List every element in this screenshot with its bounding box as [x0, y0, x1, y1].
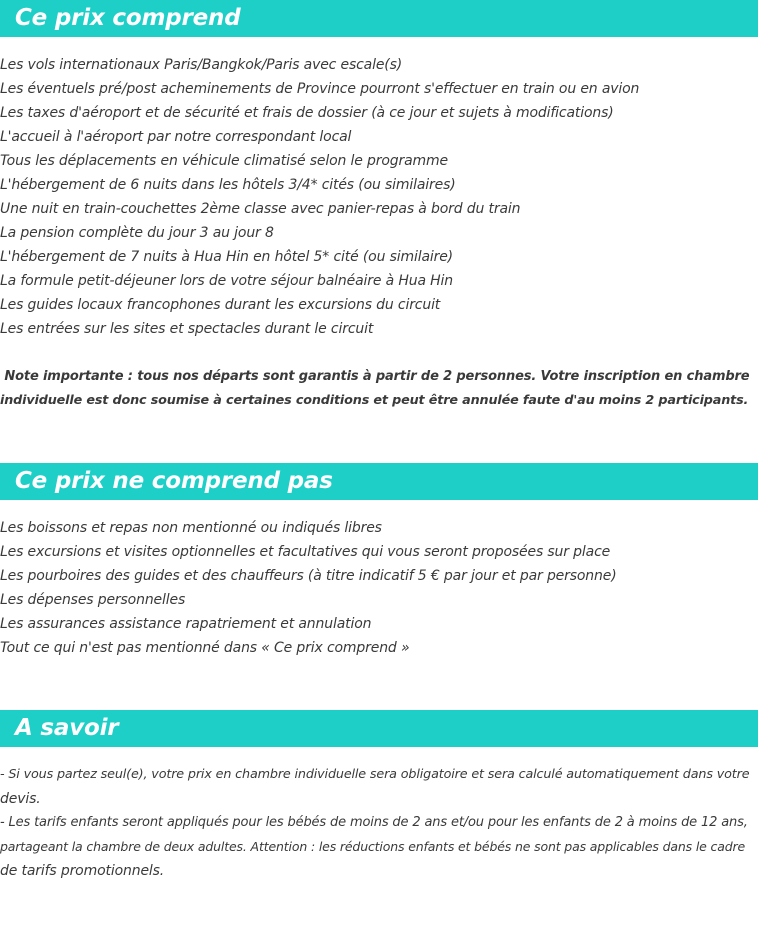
paragraph-line: - Si vous partez seul(e), votre prix en chambre individuelle sera obligatoire et sera calculé automatiquement dans votre: [0, 767, 750, 782]
important-note: [0, 365, 758, 413]
list-item: Les taxes d'aéroport et de sécurité et frais de dossier (à ce jour et sujets à modifications): [0, 105, 614, 121]
included-list: [0, 53, 758, 341]
list-item: Tout ce qui n'est pas mentionné dans « Ce prix comprend »: [0, 640, 410, 656]
list-item: Les guides locaux francophones durant les excursions du circuit: [0, 297, 441, 313]
section-header: [0, 710, 758, 747]
list-item: Les entrées sur les sites et spectacles durant le circuit: [0, 321, 374, 337]
paragraph-line: devis.: [0, 791, 41, 807]
paragraph-line: partageant la chambre de deux adultes. Attention : les réductions enfants et bébés ne sont pas applicables dans le cadre: [0, 839, 746, 854]
paragraph-line: - Les tarifs enfants seront appliqués pour les bébés de moins de 2 ans et/ou pour les enfants de 2 à moins de 12 ans,: [0, 815, 748, 830]
a-savoir-content: [0, 763, 758, 883]
list-item: Les excursions et visites optionnelles et facultatives qui vous seront proposées sur place: [0, 544, 611, 560]
section-ce-prix-comprend: [0, 0, 758, 37]
list-item: Les pourboires des guides et des chauffeurs (à titre indicatif 5 € par jour et par personne): [0, 568, 617, 584]
list-item: Tous les déplacements en véhicule climatisé selon le programme: [0, 153, 448, 169]
list-item: L'hébergement de 6 nuits dans les hôtels 3/4* cités (ou similaires): [0, 177, 456, 193]
section-title: Ce prix ne comprend pas: [15, 468, 333, 494]
list-item: La formule petit-déjeuner lors de votre séjour balnéaire à Hua Hin: [0, 273, 454, 289]
list-item: Les boissons et repas non mentionné ou indiqués libres: [0, 520, 382, 536]
list-item: Les assurances assistance rapatriement et annulation: [0, 616, 372, 632]
section-title: Ce prix comprend: [15, 5, 241, 31]
list-item: La pension complète du jour 3 au jour 8: [0, 225, 274, 241]
paragraph-line: de tarifs promotionnels.: [0, 863, 165, 879]
section-title: A savoir: [15, 715, 119, 741]
section-ce-prix-ne-comprend-pas: [0, 463, 758, 500]
section-a-savoir: [0, 710, 758, 747]
note-line: Note importante : tous nos départs sont garantis à partir de 2 personnes. Votre inscription en chambre: [0, 369, 750, 384]
section-header: [0, 0, 758, 37]
list-item: L'accueil à l'aéroport par notre correspondant local: [0, 129, 352, 145]
list-item: L'hébergement de 7 nuits à Hua Hin en hôtel 5* cité (ou similaire): [0, 249, 453, 265]
list-item: Une nuit en train-couchettes 2ème classe avec panier-repas à bord du train: [0, 201, 521, 217]
list-item: Les vols internationaux Paris/Bangkok/Paris avec escale(s): [0, 57, 403, 73]
list-item: Les dépenses personnelles: [0, 592, 186, 608]
excluded-list: [0, 516, 758, 660]
section-header: [0, 463, 758, 500]
list-item: Les éventuels pré/post acheminements de Province pourront s'effectuer en train ou en avion: [0, 81, 640, 97]
note-line: individuelle est donc soumise à certaines conditions et peut être annulée faute d'au moins 2 participants.: [0, 393, 749, 408]
